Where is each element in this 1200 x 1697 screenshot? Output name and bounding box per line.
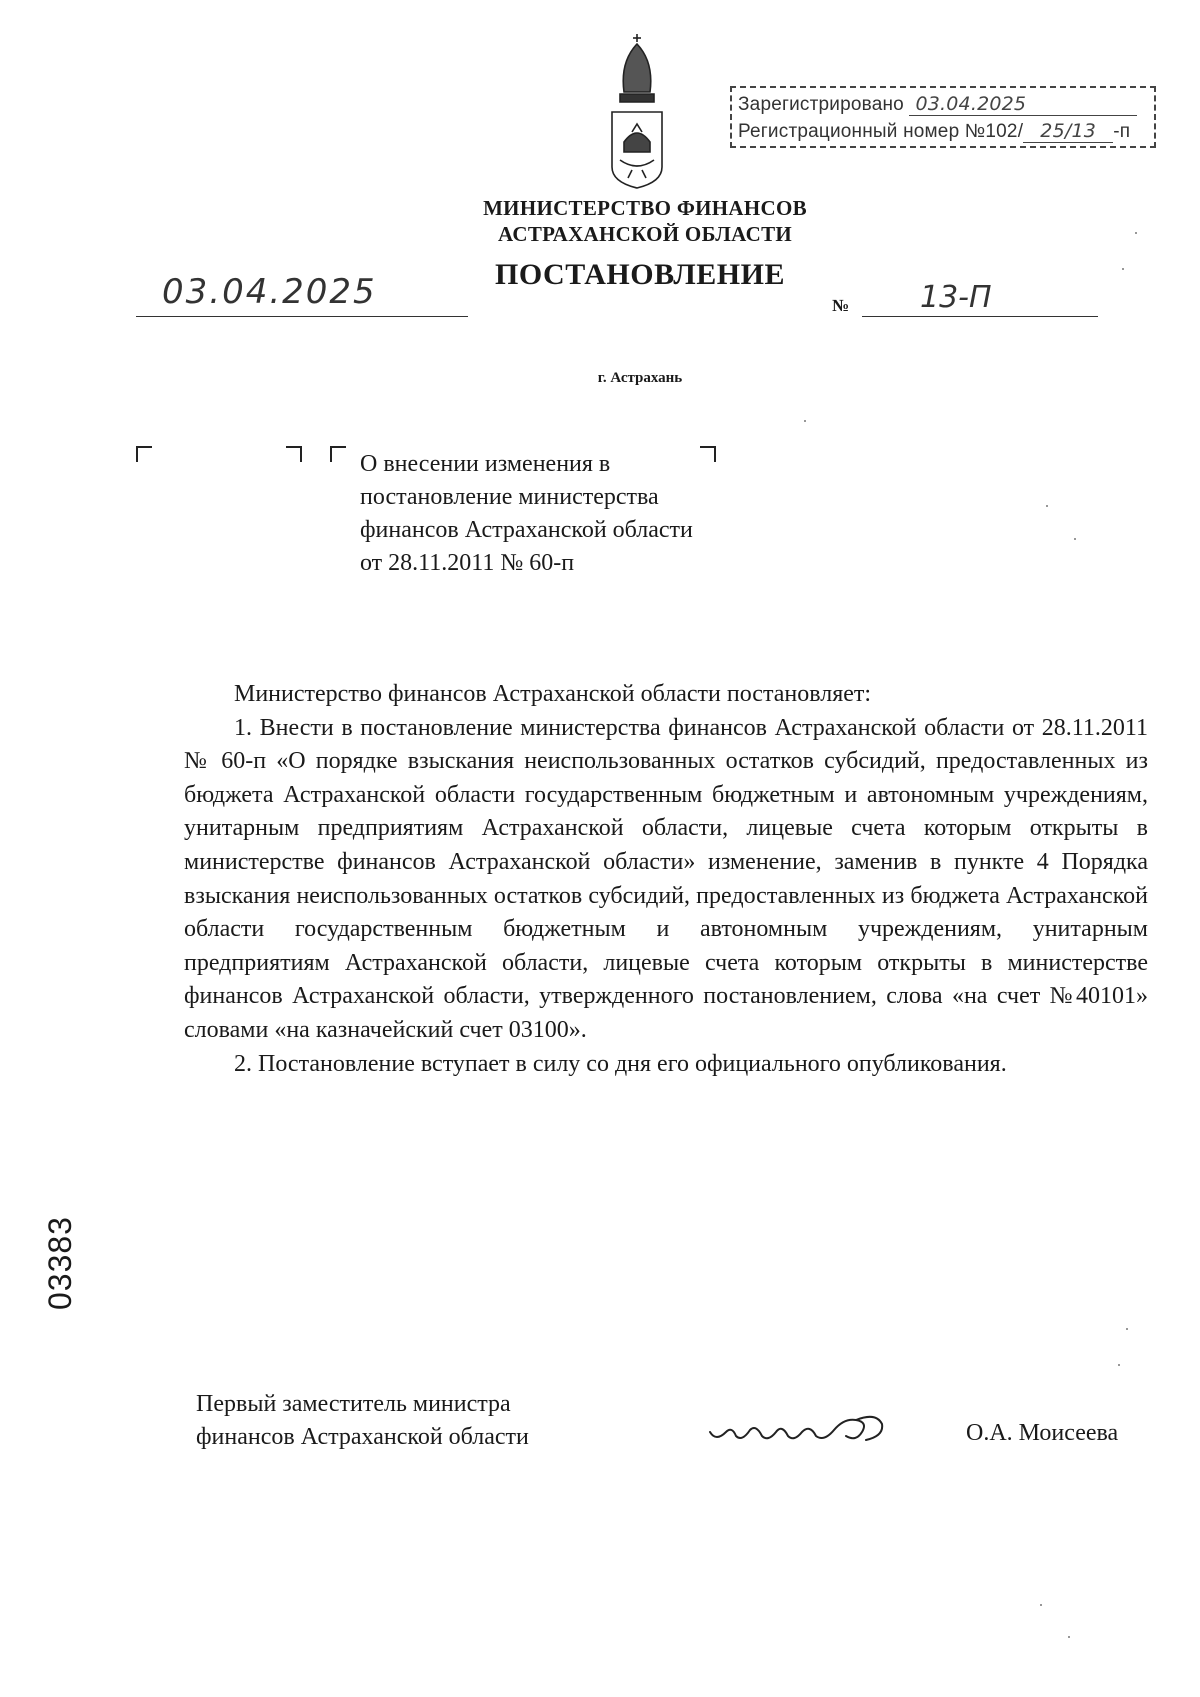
scan-speck <box>1040 1604 1042 1606</box>
coat-of-arms-emblem <box>602 32 672 192</box>
body-item-2: 2. Постановление вступает в силу со дня его официального опубликования. <box>234 1050 1007 1077</box>
scan-speck <box>1118 1364 1120 1366</box>
scan-speck <box>1135 232 1137 234</box>
body-intro: Министерство финансов Астраханской области постановляет: <box>234 681 872 707</box>
document-type-title: ПОСТАНОВЛЕНИЕ <box>495 258 785 291</box>
registered-label: Зарегистрировано <box>738 94 904 115</box>
corner-mark-top-right <box>286 446 302 462</box>
scan-speck <box>1068 1636 1070 1638</box>
registered-date: 03.04.2025 <box>909 93 1137 116</box>
document-number: 13-П <box>920 280 992 315</box>
document-body <box>184 678 1148 1081</box>
scan-speck <box>804 420 806 422</box>
ministry-name-line2: АСТРАХАНСКОЙ ОБЛАСТИ <box>497 222 793 246</box>
registration-number-line <box>738 120 1130 143</box>
reg-number-suffix: -п <box>1113 121 1131 142</box>
reg-number-label: Регистрационный номер №102/ <box>738 121 1024 142</box>
corner-mark-subject-left <box>330 446 346 462</box>
signatory-position: Первый заместитель министра финансов Астраханской области <box>196 1391 529 1450</box>
scan-speck <box>1046 505 1048 507</box>
ministry-name-line1: МИНИСТЕРСТВО ФИНАНСОВ <box>483 196 807 220</box>
handwritten-signature <box>706 1402 896 1458</box>
document-subject: О внесении изменения в постановление министерства финансов Астраханской области от 28.11.2011 № 60-п <box>360 451 693 576</box>
registration-date-line <box>738 93 1137 116</box>
scan-speck <box>1126 1328 1128 1330</box>
corner-mark-subject-right <box>700 446 716 462</box>
side-archive-number: 03383 <box>42 1216 78 1310</box>
registration-stamp <box>730 86 1156 148</box>
document-date: 03.04.2025 <box>162 272 377 312</box>
body-item-1: 1. Внести в постановление министерства финансов Астраханской области от 28.11.2011 № 60-п «О порядке взыскания неиспользованных остатков субсидий, предоставленных из бюджета Астраханской области государственным бюджетным и автономным учреждениям, унитарным предприятиям Астраханской области, лицевые счета которым открыты в министерстве финансов Астраханской области» изменение, заменив в пункте 4 Порядка взыскания неиспользованных остатков субсидий, предоставленных из бюджета Астраханской области государственным бюджетным и автономным учреждениям, унитарным предприятиям Астраханской области, лицевые счета которым открыты в министерстве финансов Астраханской области, утвержденного постановлением, слова «на счет №40101» словами «на казначейский счет 03100». <box>184 714 1148 1043</box>
number-sign: № <box>832 296 850 315</box>
corner-mark-top-left <box>136 446 152 462</box>
scan-speck <box>1122 268 1124 270</box>
city-name: г. Астрахань <box>597 370 683 386</box>
signatory-name: О.А. Моисеева <box>966 1420 1119 1446</box>
reg-number-value: 25/13 <box>1023 120 1113 143</box>
scan-speck <box>1074 538 1076 540</box>
